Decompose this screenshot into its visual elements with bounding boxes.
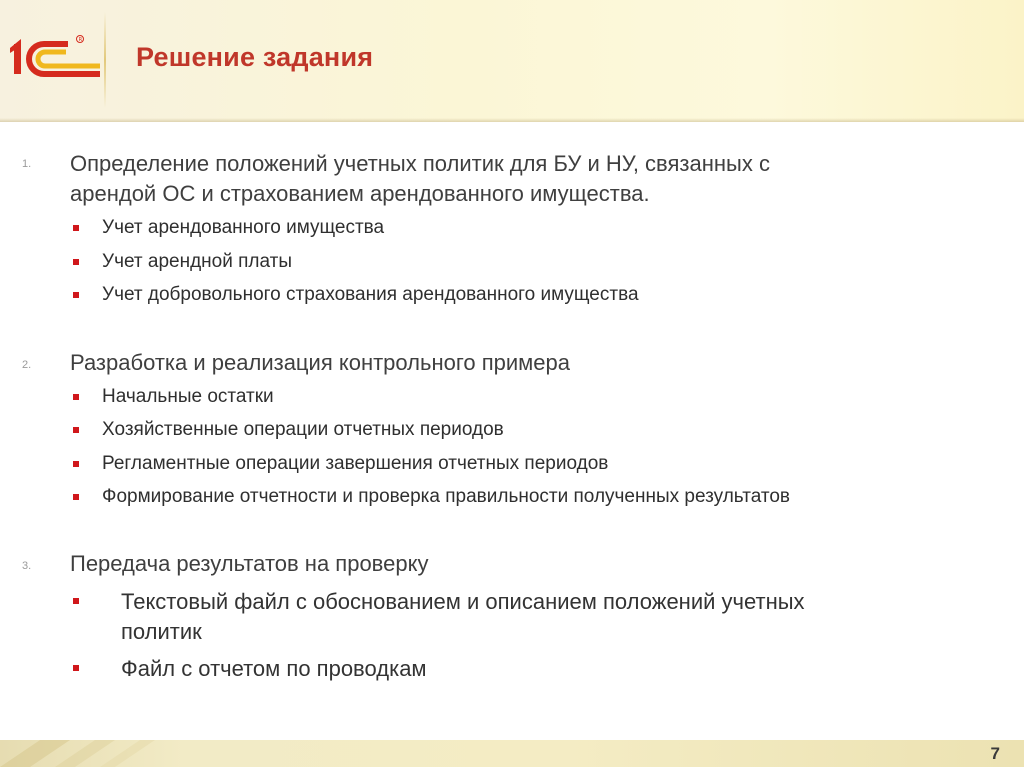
section-number: 2.: [22, 359, 32, 371]
list-item: Учет арендной платы: [102, 251, 292, 272]
bullet-icon: [73, 394, 79, 400]
section-heading: Разработка и реализация контрольного примера: [70, 350, 571, 375]
bullet-icon: [73, 494, 79, 500]
list-item: Хозяйственные операции отчетных периодов: [102, 419, 504, 440]
list-item: Учет арендованного имущества: [102, 217, 385, 238]
page-title: Решение задания: [136, 42, 374, 72]
list-item: Файл с отчетом по проводкам: [121, 656, 427, 681]
section-number: 3.: [22, 560, 32, 572]
svg-text:R: R: [78, 37, 83, 43]
footer-stripes-decoration: [0, 740, 260, 767]
bullet-icon: [73, 225, 79, 231]
list-item: Текстовый файл с обоснованием и описанием положений учетных: [121, 589, 805, 614]
section-number: 1.: [22, 158, 32, 170]
bullet-icon: [73, 259, 79, 265]
bullet-icon: [73, 665, 79, 671]
page-number: 7: [990, 744, 1000, 763]
section-heading-cont: арендой ОС и страхованием арендованного имущества.: [70, 181, 650, 206]
list-item: Формирование отчетности и проверка правильности полученных результатов: [102, 486, 790, 507]
bullet-icon: [73, 598, 79, 604]
list-item: Регламентные операции завершения отчетных периодов: [102, 453, 609, 474]
list-item-cont: политик: [121, 619, 202, 644]
bullet-icon: [73, 292, 79, 298]
bullet-icon: [73, 461, 79, 467]
list-item: Учет добровольного страхования арендованного имущества: [102, 284, 639, 305]
section-heading: Передача результатов на проверку: [70, 551, 429, 576]
bullet-icon: [73, 427, 79, 433]
section-heading: Определение положений учетных политик для БУ и НУ, связанных с: [70, 151, 770, 176]
list-item: Начальные остатки: [102, 386, 274, 407]
